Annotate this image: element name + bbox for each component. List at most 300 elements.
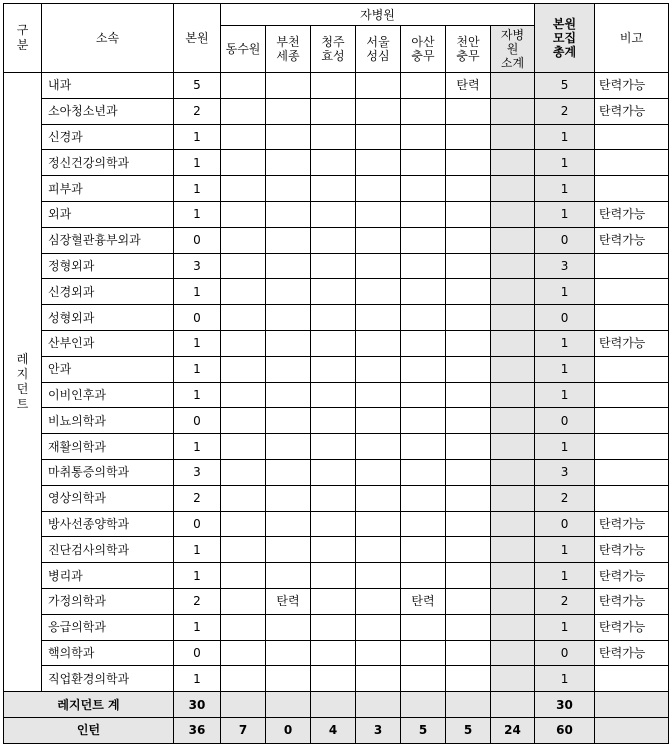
table-row <box>4 98 669 124</box>
affiliate-cell <box>311 150 356 176</box>
main-total-cell: 1 <box>535 563 595 589</box>
affiliate-cell <box>221 511 266 537</box>
affiliate-cell <box>356 176 401 202</box>
remarks-cell: 탄력가능 <box>595 640 669 666</box>
table-row <box>4 150 669 176</box>
department-cell: 응급의학과 <box>42 614 174 640</box>
affiliate-cell <box>311 614 356 640</box>
affiliate-cell <box>221 330 266 356</box>
affiliate-subtotal-cell <box>491 485 535 511</box>
table-row <box>4 305 669 331</box>
header-affiliate-1: 부천 세종 <box>266 26 311 73</box>
affiliate-cell <box>446 279 491 305</box>
affiliate-cell <box>446 382 491 408</box>
affiliate-cell <box>356 98 401 124</box>
resident-total-row-affiliate <box>221 692 266 718</box>
affiliate-cell <box>311 640 356 666</box>
affiliate-cell <box>401 356 446 382</box>
affiliate-cell <box>311 279 356 305</box>
main-total-cell: 1 <box>535 279 595 305</box>
department-cell: 병리과 <box>42 563 174 589</box>
affiliate-subtotal-cell <box>491 201 535 227</box>
affiliate-cell <box>266 563 311 589</box>
main-total-cell: 1 <box>535 666 595 692</box>
affiliate-cell <box>446 408 491 434</box>
main-total-cell: 1 <box>535 356 595 382</box>
intern-row-main: 36 <box>174 717 221 743</box>
affiliate-cell <box>311 201 356 227</box>
main-total-cell: 0 <box>535 511 595 537</box>
remarks-cell <box>595 356 669 382</box>
intern-row-affiliate: 5 <box>446 717 491 743</box>
main-total-cell: 1 <box>535 176 595 202</box>
affiliate-cell <box>356 150 401 176</box>
resident-total-row-affiliate <box>266 692 311 718</box>
affiliate-cell <box>401 614 446 640</box>
affiliate-cell <box>311 434 356 460</box>
affiliate-subtotal-cell <box>491 330 535 356</box>
affiliate-cell <box>401 640 446 666</box>
table-row <box>4 666 669 692</box>
header-remarks: 비고 <box>595 4 669 73</box>
remarks-cell: 탄력가능 <box>595 537 669 563</box>
affiliate-cell <box>356 434 401 460</box>
affiliate-cell <box>221 73 266 99</box>
affiliate-cell <box>266 485 311 511</box>
table-row <box>4 434 669 460</box>
affiliate-cell <box>266 176 311 202</box>
affiliate-cell <box>401 305 446 331</box>
main-hospital-cell: 2 <box>174 588 221 614</box>
affiliate-cell <box>401 98 446 124</box>
main-hospital-cell: 1 <box>174 614 221 640</box>
remarks-cell <box>595 485 669 511</box>
affiliate-cell <box>311 253 356 279</box>
resident-total-row-label: 레지던트 계 <box>4 692 174 718</box>
remarks-cell: 탄력가능 <box>595 98 669 124</box>
remarks-cell <box>595 434 669 460</box>
affiliate-cell <box>401 666 446 692</box>
affiliate-cell <box>266 666 311 692</box>
affiliate-cell <box>311 666 356 692</box>
remarks-cell <box>595 305 669 331</box>
affiliate-cell <box>221 563 266 589</box>
affiliate-subtotal-cell <box>491 356 535 382</box>
remarks-cell <box>595 459 669 485</box>
affiliate-cell <box>266 150 311 176</box>
affiliate-cell <box>356 459 401 485</box>
affiliate-cell <box>356 563 401 589</box>
intern-row-affiliate: 3 <box>356 717 401 743</box>
department-cell: 영상의학과 <box>42 485 174 511</box>
remarks-cell: 탄력가능 <box>595 588 669 614</box>
main-hospital-cell: 1 <box>174 201 221 227</box>
remarks-cell: 탄력가능 <box>595 227 669 253</box>
affiliate-cell <box>356 201 401 227</box>
main-hospital-cell: 1 <box>174 279 221 305</box>
department-cell: 비뇨의학과 <box>42 408 174 434</box>
header-affiliate-0: 동수원 <box>221 26 266 73</box>
affiliate-cell <box>446 124 491 150</box>
affiliate-subtotal-cell <box>491 227 535 253</box>
main-hospital-cell: 1 <box>174 150 221 176</box>
affiliate-cell <box>446 563 491 589</box>
main-total-cell: 3 <box>535 459 595 485</box>
affiliate-subtotal-cell <box>491 382 535 408</box>
table-row <box>4 382 669 408</box>
affiliate-cell <box>311 588 356 614</box>
intern-row-affiliate: 5 <box>401 717 446 743</box>
affiliate-cell <box>311 73 356 99</box>
table-row <box>4 73 669 99</box>
affiliate-cell <box>221 176 266 202</box>
affiliate-cell <box>266 408 311 434</box>
recruitment-table <box>3 3 669 744</box>
main-hospital-cell: 1 <box>174 356 221 382</box>
intern-row-affiliate: 0 <box>266 717 311 743</box>
affiliate-cell <box>266 382 311 408</box>
main-total-cell: 0 <box>535 227 595 253</box>
main-hospital-cell: 1 <box>174 382 221 408</box>
affiliate-cell <box>356 614 401 640</box>
affiliate-cell <box>401 176 446 202</box>
affiliate-cell <box>401 201 446 227</box>
affiliate-cell <box>221 588 266 614</box>
affiliate-cell <box>221 434 266 460</box>
affiliate-cell <box>266 227 311 253</box>
affiliate-cell <box>311 408 356 434</box>
affiliate-subtotal-cell <box>491 279 535 305</box>
remarks-cell <box>595 279 669 305</box>
affiliate-cell <box>356 279 401 305</box>
resident-total-row <box>4 692 669 718</box>
affiliate-cell <box>446 227 491 253</box>
department-cell: 직업환경의학과 <box>42 666 174 692</box>
intern-row <box>4 717 669 743</box>
affiliate-cell <box>221 253 266 279</box>
main-hospital-cell: 0 <box>174 227 221 253</box>
table-row <box>4 588 669 614</box>
affiliate-cell <box>401 408 446 434</box>
department-cell: 신경과 <box>42 124 174 150</box>
main-total-cell: 1 <box>535 434 595 460</box>
header-affiliated-group: 자병원 <box>221 4 535 26</box>
header-category: 구분 <box>4 4 42 73</box>
remarks-cell <box>595 408 669 434</box>
affiliate-cell <box>266 98 311 124</box>
remarks-cell: 탄력가능 <box>595 330 669 356</box>
remarks-cell <box>595 382 669 408</box>
main-total-cell: 2 <box>535 485 595 511</box>
affiliate-cell <box>446 485 491 511</box>
affiliate-cell <box>356 356 401 382</box>
table-row <box>4 330 669 356</box>
main-hospital-cell: 1 <box>174 176 221 202</box>
main-total-cell: 5 <box>535 73 595 99</box>
affiliate-cell <box>401 73 446 99</box>
affiliate-cell <box>221 537 266 563</box>
main-total-cell: 2 <box>535 588 595 614</box>
affiliate-cell <box>266 537 311 563</box>
main-total-cell: 0 <box>535 408 595 434</box>
affiliate-cell <box>266 330 311 356</box>
affiliate-cell <box>266 201 311 227</box>
affiliate-cell <box>356 588 401 614</box>
affiliate-cell <box>446 150 491 176</box>
affiliate-cell <box>401 330 446 356</box>
affiliate-cell <box>356 511 401 537</box>
affiliate-cell <box>221 614 266 640</box>
resident-total-row-total: 30 <box>535 692 595 718</box>
remarks-cell <box>595 666 669 692</box>
department-cell: 재활의학과 <box>42 434 174 460</box>
table-row <box>4 227 669 253</box>
affiliate-cell <box>221 640 266 666</box>
affiliate-subtotal-cell <box>491 98 535 124</box>
department-cell: 안과 <box>42 356 174 382</box>
intern-row-total: 60 <box>535 717 595 743</box>
main-hospital-cell: 2 <box>174 98 221 124</box>
department-cell: 이비인후과 <box>42 382 174 408</box>
affiliate-subtotal-cell <box>491 666 535 692</box>
table-row <box>4 253 669 279</box>
affiliate-cell <box>446 356 491 382</box>
affiliate-cell <box>401 434 446 460</box>
affiliate-cell <box>356 124 401 150</box>
affiliate-cell <box>266 124 311 150</box>
intern-row-subtotal: 24 <box>491 717 535 743</box>
resident-total-row-remarks <box>595 692 669 718</box>
affiliate-cell <box>356 408 401 434</box>
affiliate-subtotal-cell <box>491 640 535 666</box>
affiliate-cell <box>356 253 401 279</box>
header-affiliate-5: 천안 충무 <box>446 26 491 73</box>
affiliate-cell <box>311 459 356 485</box>
affiliate-cell <box>266 305 311 331</box>
affiliate-cell <box>356 640 401 666</box>
affiliate-cell <box>446 588 491 614</box>
affiliate-cell <box>221 227 266 253</box>
affiliate-cell <box>221 98 266 124</box>
remarks-cell <box>595 150 669 176</box>
affiliate-cell <box>266 356 311 382</box>
table-row <box>4 511 669 537</box>
remarks-cell <box>595 253 669 279</box>
main-total-cell: 3 <box>535 253 595 279</box>
department-cell: 마취통증의학과 <box>42 459 174 485</box>
department-cell: 정신건강의학과 <box>42 150 174 176</box>
main-total-cell: 1 <box>535 201 595 227</box>
affiliate-cell <box>311 511 356 537</box>
affiliate-cell <box>401 124 446 150</box>
affiliate-cell <box>221 459 266 485</box>
table-row <box>4 408 669 434</box>
main-total-cell: 1 <box>535 150 595 176</box>
table-row <box>4 614 669 640</box>
intern-row-remarks <box>595 717 669 743</box>
affiliate-subtotal-cell <box>491 124 535 150</box>
affiliate-cell <box>356 330 401 356</box>
affiliate-cell <box>401 563 446 589</box>
affiliate-cell <box>401 485 446 511</box>
affiliate-cell <box>311 124 356 150</box>
affiliate-cell <box>311 176 356 202</box>
affiliate-cell <box>446 176 491 202</box>
affiliate-cell <box>221 408 266 434</box>
affiliate-subtotal-cell <box>491 511 535 537</box>
department-cell: 심장혈관흉부외과 <box>42 227 174 253</box>
remarks-cell <box>595 176 669 202</box>
main-hospital-cell: 1 <box>174 537 221 563</box>
affiliate-cell <box>266 73 311 99</box>
main-total-cell: 2 <box>535 98 595 124</box>
affiliate-cell <box>221 150 266 176</box>
department-cell: 내과 <box>42 73 174 99</box>
affiliate-subtotal-cell <box>491 588 535 614</box>
affiliate-cell <box>446 305 491 331</box>
department-cell: 피부과 <box>42 176 174 202</box>
category-cell: 레지던트 <box>4 73 42 692</box>
resident-total-row-main: 30 <box>174 692 221 718</box>
intern-row-label: 인턴 <box>4 717 174 743</box>
affiliate-cell <box>311 98 356 124</box>
main-total-cell: 1 <box>535 537 595 563</box>
affiliate-cell <box>401 279 446 305</box>
department-cell: 신경외과 <box>42 279 174 305</box>
table-row <box>4 124 669 150</box>
resident-total-row-affiliate <box>401 692 446 718</box>
header-affiliate-4: 아산 충무 <box>401 26 446 73</box>
affiliate-subtotal-cell <box>491 537 535 563</box>
affiliate-cell <box>401 150 446 176</box>
affiliate-cell <box>221 124 266 150</box>
affiliate-subtotal-cell <box>491 563 535 589</box>
affiliate-cell <box>221 356 266 382</box>
affiliate-cell <box>446 98 491 124</box>
affiliate-cell <box>311 305 356 331</box>
department-cell: 정형외과 <box>42 253 174 279</box>
affiliate-subtotal-cell <box>491 305 535 331</box>
affiliate-cell <box>266 511 311 537</box>
affiliate-cell <box>221 305 266 331</box>
header-department: 소속 <box>42 4 174 73</box>
remarks-cell: 탄력가능 <box>595 563 669 589</box>
affiliate-cell <box>311 537 356 563</box>
main-hospital-cell: 1 <box>174 124 221 150</box>
affiliate-cell <box>446 640 491 666</box>
main-hospital-cell: 3 <box>174 459 221 485</box>
affiliate-cell <box>446 614 491 640</box>
department-cell: 산부인과 <box>42 330 174 356</box>
affiliate-cell <box>356 227 401 253</box>
main-total-cell: 1 <box>535 614 595 640</box>
affiliate-cell <box>356 305 401 331</box>
affiliate-cell <box>401 253 446 279</box>
table-row <box>4 563 669 589</box>
resident-total-row-affiliate <box>356 692 401 718</box>
affiliate-cell <box>221 279 266 305</box>
remarks-cell: 탄력가능 <box>595 73 669 99</box>
affiliate-cell <box>266 253 311 279</box>
affiliate-cell <box>446 201 491 227</box>
department-cell: 소아청소년과 <box>42 98 174 124</box>
affiliate-cell <box>266 614 311 640</box>
department-cell: 가정의학과 <box>42 588 174 614</box>
affiliate-cell <box>356 73 401 99</box>
main-total-cell: 1 <box>535 382 595 408</box>
affiliate-cell <box>311 382 356 408</box>
affiliate-cell <box>446 537 491 563</box>
table-row <box>4 201 669 227</box>
resident-total-row-subtotal <box>491 692 535 718</box>
affiliate-cell <box>266 279 311 305</box>
table-row <box>4 537 669 563</box>
affiliate-cell <box>356 537 401 563</box>
affiliate-cell <box>311 227 356 253</box>
header-main-total: 본원 모집 총계 <box>535 4 595 73</box>
affiliate-cell <box>266 640 311 666</box>
affiliate-subtotal-cell <box>491 253 535 279</box>
affiliate-cell <box>446 253 491 279</box>
main-hospital-cell: 1 <box>174 563 221 589</box>
main-hospital-cell: 5 <box>174 73 221 99</box>
header-main-hospital: 본원 <box>174 4 221 73</box>
affiliate-cell <box>356 485 401 511</box>
header-affiliate-3: 서울 성심 <box>356 26 401 73</box>
intern-row-affiliate: 4 <box>311 717 356 743</box>
affiliate-subtotal-cell <box>491 73 535 99</box>
resident-total-row-affiliate <box>311 692 356 718</box>
main-hospital-cell: 1 <box>174 666 221 692</box>
affiliate-cell <box>266 434 311 460</box>
remarks-cell: 탄력가능 <box>595 614 669 640</box>
remarks-cell <box>595 124 669 150</box>
table-row <box>4 485 669 511</box>
main-hospital-cell: 1 <box>174 330 221 356</box>
main-total-cell: 1 <box>535 330 595 356</box>
affiliate-cell <box>311 563 356 589</box>
table-row <box>4 356 669 382</box>
main-hospital-cell: 0 <box>174 511 221 537</box>
main-hospital-cell: 0 <box>174 305 221 331</box>
affiliate-cell <box>311 330 356 356</box>
affiliate-cell <box>401 537 446 563</box>
affiliate-cell <box>401 227 446 253</box>
remarks-cell: 탄력가능 <box>595 511 669 537</box>
main-hospital-cell: 0 <box>174 640 221 666</box>
affiliate-subtotal-cell <box>491 459 535 485</box>
department-cell: 핵의학과 <box>42 640 174 666</box>
department-cell: 방사선종양학과 <box>42 511 174 537</box>
affiliate-cell <box>446 511 491 537</box>
affiliate-cell <box>446 459 491 485</box>
table-row <box>4 459 669 485</box>
affiliate-cell <box>221 382 266 408</box>
main-hospital-cell: 1 <box>174 434 221 460</box>
affiliate-cell <box>311 485 356 511</box>
affiliate-cell <box>401 382 446 408</box>
department-cell: 진단검사의학과 <box>42 537 174 563</box>
department-cell: 외과 <box>42 201 174 227</box>
affiliate-cell <box>401 511 446 537</box>
affiliate-cell: 탄력 <box>266 588 311 614</box>
affiliate-cell <box>221 201 266 227</box>
affiliate-cell <box>356 382 401 408</box>
affiliate-cell: 탄력 <box>401 588 446 614</box>
affiliate-cell <box>311 356 356 382</box>
affiliate-cell <box>221 485 266 511</box>
table-row <box>4 640 669 666</box>
